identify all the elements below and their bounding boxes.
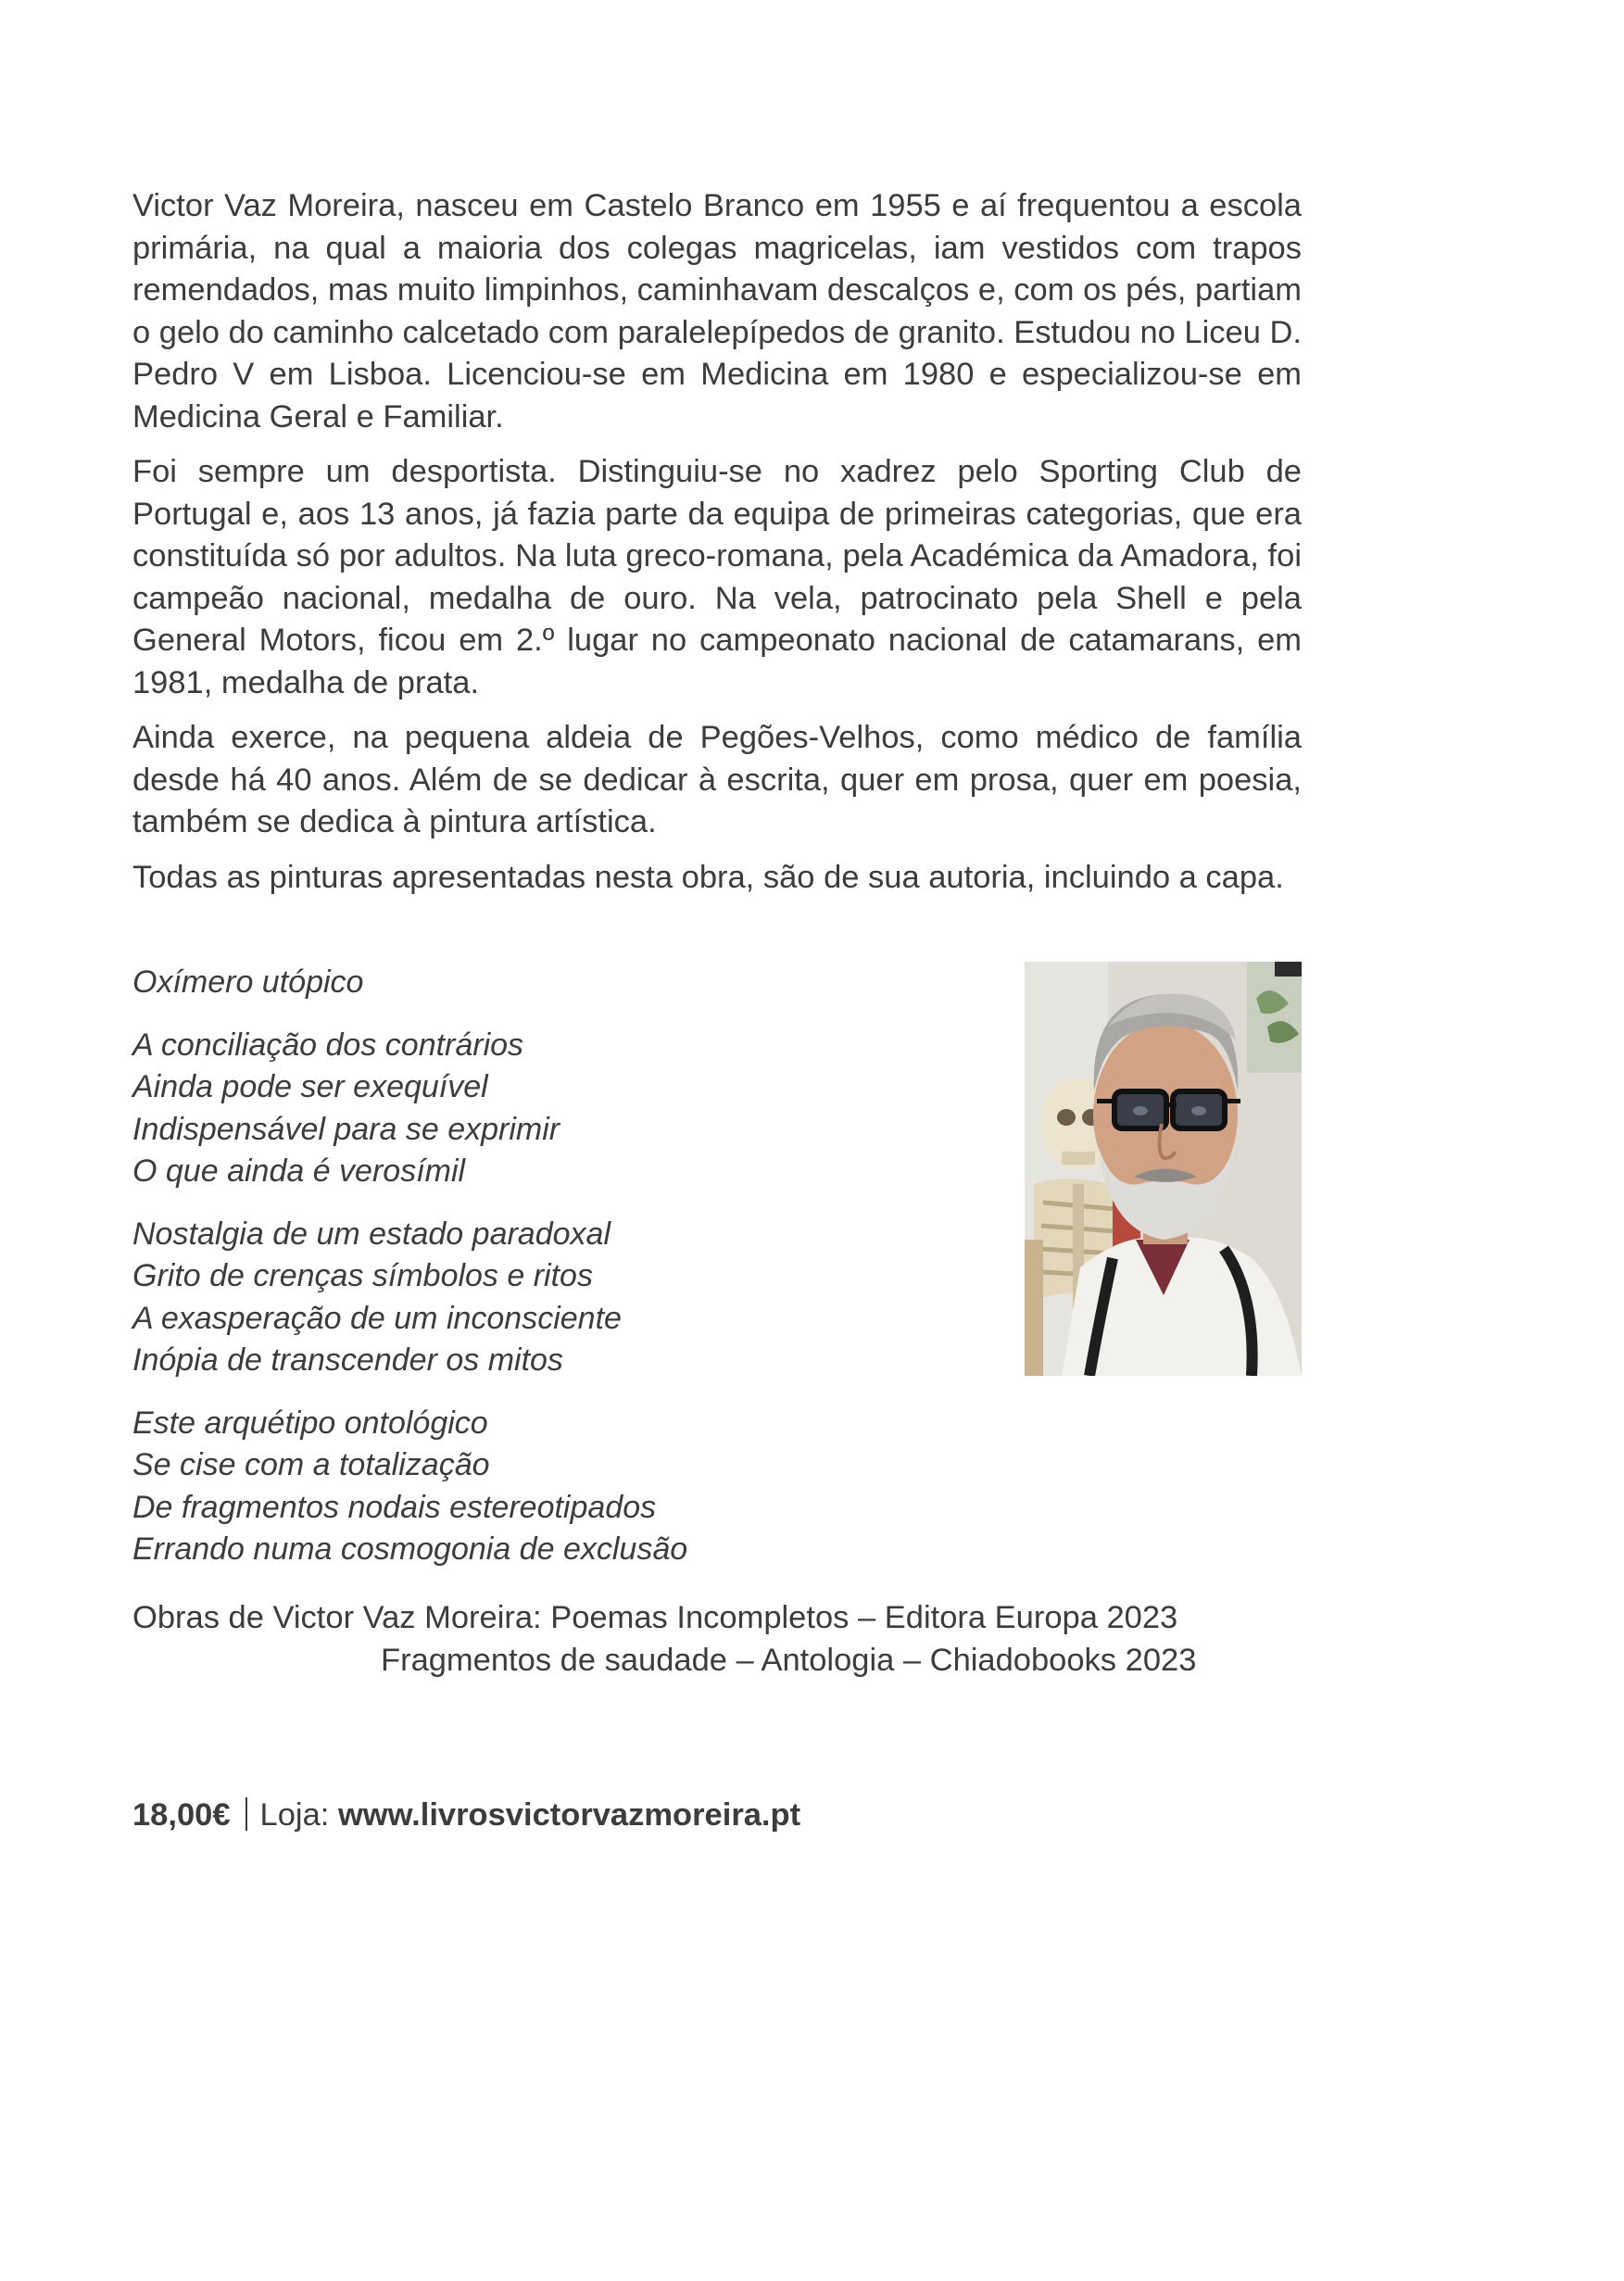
poem-line: A conciliação dos contrários xyxy=(132,1027,524,1063)
poem-stanza xyxy=(132,1214,687,1382)
bio-paragraph: Foi sempre um desportista. Distinguiu-se no xadrez pelo Sporting Club de Portugal e, aos 13 anos, já fazia parte da equipa de primeiras categorias, que era constituída só por adultos. Na luta greco-romana, pela Académica da Amadora, foi campeão nacional, medalha de ouro. Na vela, patrocinato pela Shell e pela General Motors, ficou em 2.º lugar no campeonato nacional de catamarans, em 1981, medalha de prata. xyxy=(132,454,1302,700)
poem-line: Inópia de transcender os mitos xyxy=(132,1342,563,1378)
poem-line: Errando numa cosmogonia de exclusão xyxy=(132,1531,688,1567)
author-portrait xyxy=(1025,962,1302,1376)
poem-title: Oxímero utópico xyxy=(132,964,364,1000)
author-portrait-illustration xyxy=(1025,962,1302,1376)
bio-paragraph: Ainda exerce, na pequena aldeia de Pegões-Velhos, como médico de família desde há 40 anos. Além de se dedicar à escrita, quer em prosa, quer em poesia, também se dedica à pintura artística. xyxy=(132,720,1302,839)
bio-paragraph: Victor Vaz Moreira, nasceu em Castelo Branco em 1955 e aí frequentou a escola primária, na qual a maioria dos colegas magricelas, iam vestidos com trapos remendados, mas muito limpinhos, caminhavam descalços e, com os pés, partiam o gelo do caminho calcetado com paralelepípedos de granito. Estudou no Liceu D. Pedro V em Lisboa. Licenciou-se em Medicina em 1980 e especializou-se em Medicina Geral e Familiar. xyxy=(132,188,1302,435)
works-line: Obras de Victor Vaz Moreira: Poemas Incompletos – Editora Europa 2023 xyxy=(132,1600,1178,1635)
author-works xyxy=(132,1597,1302,1682)
back-cover xyxy=(132,185,1302,1837)
poem-section xyxy=(132,962,1302,1592)
price-and-store xyxy=(132,1795,1302,1837)
author-biography xyxy=(132,185,1302,899)
poem-line: Se cise com a totalização xyxy=(132,1447,490,1482)
poem xyxy=(132,962,687,1592)
store-label: Loja: xyxy=(259,1797,330,1833)
store-link[interactable]: www.livrosvictorvazmoreira.pt xyxy=(337,1797,801,1833)
poem-line: Ainda pode ser exequível xyxy=(132,1069,488,1104)
poem-line: A exasperação de um inconsciente xyxy=(132,1300,622,1336)
price: 18,00€ xyxy=(132,1797,231,1833)
poem-stanza xyxy=(132,1025,687,1193)
bio-paragraph: Todas as pinturas apresentadas nesta obra, são de sua autoria, incluindo a capa. xyxy=(132,859,1284,895)
poem-line: De fragmentos nodais estereotipados xyxy=(132,1489,657,1525)
poem-line: O que ainda é verosímil xyxy=(132,1153,466,1189)
works-line: Fragmentos de saudade – Antologia – Chiadobooks 2023 xyxy=(381,1642,1197,1678)
poem-stanza xyxy=(132,1403,687,1571)
poem-line: Este arquétipo ontológico xyxy=(132,1405,488,1441)
poem-line: Nostalgia de um estado paradoxal xyxy=(132,1216,611,1252)
poem-line: Grito de crenças símbolos e ritos xyxy=(132,1258,593,1293)
poem-line: Indispensável para se exprimir xyxy=(132,1111,560,1147)
divider xyxy=(245,1797,247,1831)
